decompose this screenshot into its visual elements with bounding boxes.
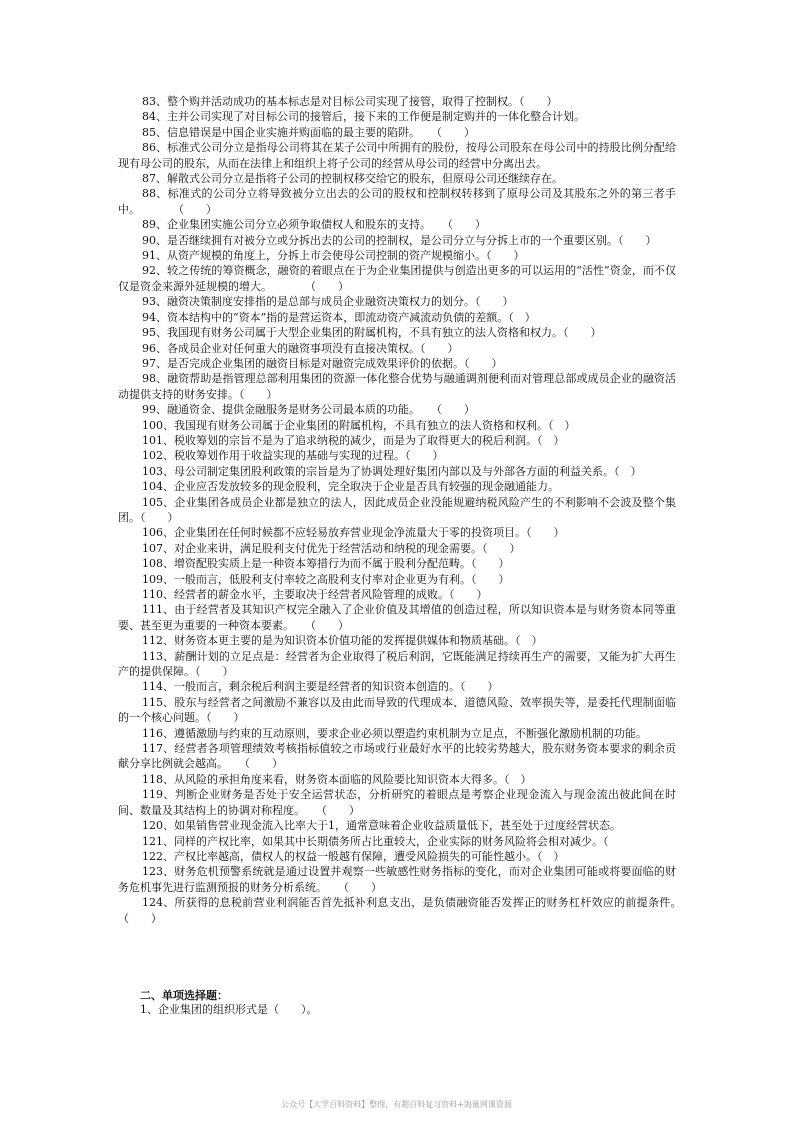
question-item: 88、标准式的公司分立将导致被分立出去的公司的股权和控制权转移到了原母公司及其股东之外的第三者手中。 （ ）	[118, 187, 676, 216]
question-item: 101、税收筹划的宗旨不是为了追求纳税的减少，而是为了取得更大的税后利润。（ ）	[142, 433, 565, 447]
question-item: 95、我国现有财务公司属于大型企业集团的附属机构，不具有独立的法人资格和权力。（ ）	[142, 326, 602, 340]
question-item: 96、各成员企业对任何重大的融资事项没有直接决策权。（ ）	[142, 341, 459, 355]
question-item: 111、由于经营者及其知识产权完全融入了企业价值及其增值的创造过程，所以知识资本是与财务资本同等重要、甚至更为重要的一种资本要素。 （ ）	[118, 603, 676, 632]
question-item: 114、一般而言，剩余税后利润主要是经营者的知识资本创造的。（ ）	[142, 680, 499, 694]
question-item: 109、一般而言，低股利支付率较之高股利支付率对企业更为有利。（ ）	[142, 572, 510, 586]
question-item: 122、产权比率越高，债权人的权益一般越有保障，遭受风险损失的可能性越小。（ ）	[142, 849, 565, 863]
section-title: 二、单项选择题：	[140, 989, 228, 1002]
question-item: 105、企业集团各成员企业都是独立的法人，因此成员企业没能规避纳税风险产生的不利影响不会波及整个集团。（ ）	[118, 495, 676, 524]
question-item: 98、融资帮助是指管理总部利用集团的资源一体化整合优势与融通调剂便利而对管理总部或成员企业的融资活动提供支持的财务安排。（ ）	[118, 372, 676, 401]
question-item: 107、对企业来讲，满足股利支付优先于经营活动和纳税的现金需要。（ ）	[142, 541, 521, 555]
question-item: 117、经营者各项管理绩效考核指标值较之市场或行业最好水平的比较劣势越大，股东财务资本要求的剩余贡献分享比例就会越高。 （ ）	[118, 742, 676, 771]
question-item: 97、是否完成企业集团的融资目标是对融资完成效果评价的依据。（ ）	[142, 356, 503, 370]
question-item: 115、股东与经营者之间激励不兼容以及由此而导致的代理成本、道德风险、效率损失等，是委托代理制面临的一个核心问题。（ ）	[118, 695, 676, 725]
question-item: 112、财务资本更主要的是为知识资本价值功能的发挥提供媒体和物质基础。（ ）	[142, 634, 543, 648]
question-item: 87、解散式公司分立是指将子公司的控制权移交给它的股东，但原母公司还继续存在。	[142, 172, 563, 186]
question-item: 104、企业应否发放较多的现金股利，完全取决于企业是否具有较强的现金融通能力。	[142, 480, 559, 494]
first-choice-question: 1、企业集团的组织形式是（ ）。	[140, 1003, 318, 1016]
question-item: 108、增资配股实质上是一种资本筹措行为而不属于股利分配范畴。（ ）	[142, 557, 510, 571]
question-item: 93、融资决策制度安排指的是总部与成员企业融资决策权力的划分。（ ）	[142, 295, 514, 309]
question-item: 83、整个购并活动成功的基本标志是对目标公司实现了接管，取得了控制权。（ ）	[142, 95, 558, 108]
footer-watermark: 公众号【大学百科资料】整理，有超百科复习资料+海量网课资源	[281, 1100, 512, 1109]
question-item: 99、融通资金、提供金融服务是财务公司最本质的功能。 （ ）	[142, 403, 475, 417]
question-item: 90、是否继续拥有对被分立或分拆出去的公司的控制权，是公司分立与分拆上市的一个重要区别。（ ）	[142, 233, 657, 247]
question-item: 119、判断企业财务是否处于安全运营状态，分析研究的着眼点是考察企业现金流入与现金流出彼此间在时间、数量及其结构上的协调对称程度。 （ ）	[118, 788, 676, 817]
question-item: 89、企业集团实施公司分立必须争取债权人和股东的支持。 （ ）	[142, 218, 486, 232]
question-item: 121、同样的产权比率，如果其中长期债务所占比重较大，企业实际的财务风险将会相对减少。（	[142, 834, 609, 848]
question-item: 120、如果销售营业现金流入比率大于1，通常意味着企业收益质量低下，甚至处于过度经营状态。	[142, 819, 621, 833]
question-item: 92、较之传统的筹资概念，融资的着眼点在于为企业集团提供与创造出更多的可以运用的“活性”资金，而不仅仅是资金来源外延规模的增大。 （ ）	[118, 264, 676, 293]
question-item: 110、经营者的薪金水平，主要取决于经营者风险管理的成败。（ ）	[142, 588, 488, 601]
question-item: 102、税收筹划作用于收益实现的基础与实现的过程。（ ）	[142, 449, 444, 463]
question-item: 116、遵循激励与约束的互动原则，要求企业必须以塑造约束机制为立足点，不断强化激励机制的功能。	[142, 726, 647, 740]
question-item: 91、从资产规模的角度上，分拆上市会使母公司控制的资产规模缩小。（ ）	[142, 249, 525, 263]
question-item: 100、我国现有财务公司属于企业集团的附属机构，不具有独立的法人资格和权利。（ ）	[142, 418, 576, 432]
question-item: 118、从风险的承担角度来看，财务资本面临的风险要比知识资本大得多。（ ）	[142, 772, 532, 786]
question-item: 124、所获得的息税前营业利润能否首先抵补利息支出，是负债融资能否发挥正的财务杠杆效应的前提条件。 （ ）	[118, 896, 720, 925]
question-item: 106、企业集团在任何时候都不应轻易放弃营业现金净流量大于零的投资项目。（ ）	[142, 526, 565, 540]
question-item: 84、主并公司实现了对目标公司的接管后，接下来的工作便是制定购并的一体化整合计划。	[142, 110, 585, 124]
question-item: 103、母公司制定集团股利政策的宗旨是为了协调处理好集团内部以及与外部各方面的利益关系。（ ）	[142, 464, 642, 478]
question-list	[118, 94, 720, 926]
question-item: 123、财务危机预警系统就是通过设置并观察一些敏感性财务指标的变化，而对企业集团可能或将要面临的财务危机事先进行监测预报的财务分析系统。 （ ）	[118, 865, 676, 894]
question-item: 113、薪酬计划的立足点是：经营者为企业取得了税后利润，它既能满足持续再生产的需要，又能为扩大再生产的提供保障。（ ）	[118, 649, 676, 679]
question-item: 86、标准式公司分立是指母公司将其在某子公司中所拥有的股份，按母公司股东在母公司中的持股比例分配给现有母公司的股东，从而在法律上和组织上将子公司的经营从母公司的经营中分离出去。	[118, 141, 676, 170]
question-item: 94、资本结构中的“资本”指的是营运资本，即流动资产减流动负债的差额。（ ）	[142, 310, 536, 324]
question-item: 85、信息错误是中国企业实施并购面临的最主要的陷阱。 （ ）	[142, 125, 475, 139]
